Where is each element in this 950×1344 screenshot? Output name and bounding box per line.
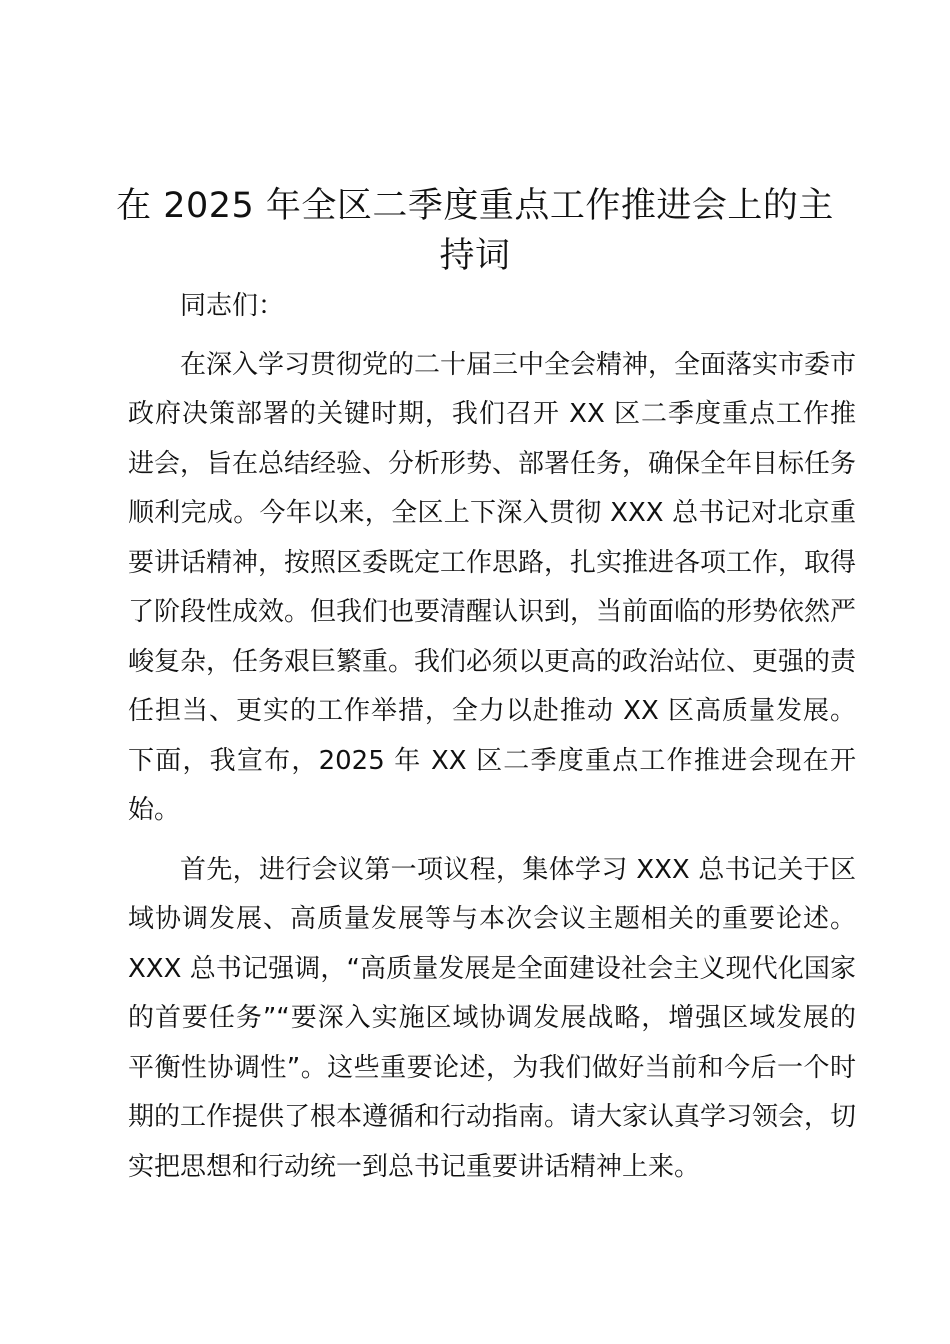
paragraph-opening: 在深入学习贯彻党的二十届三中全会精神，全面落实市委市政府决策部署的关键时期，我们召开 XX 区二季度重点工作推进会，旨在总结经验、分析形势、部署任务，确保全年目标任务顺利完成。今年以来，全区上下深入贯彻 XXX 总书记对北京重要讲话精神，按照区委既定工作思路，扎实推进各项工作，取得了阶段性成效。但我们也要清醒认识到，当前面临的形势依然严峻复杂，任务艰巨繁重。我们必须以更高的政治站位、更强的责任担当、更实的工作举措，全力以赴推动 XX 区高质量发展。下面，我宣布，2025 年 XX 区二季度重点工作推进会现在开始。: [128, 349, 857, 825]
paragraph-agenda-one: 首先，进行会议第一项议程，集体学习 XXX 总书记关于区域协调发展、高质量发展等与本次会议主题相关的重要论述。XXX 总书记强调，“高质量发展是全面建设社会主义现代化国家的首要任务”“要深入实施区域协调发展战略，增强区域发展的平衡性协调性”。这些重要论述，为我们做好当前和今后一个时期的工作提供了根本遵循和行动指南。请大家认真学习领会，切实把思想和行动统一到总书记重要讲话精神上来。: [128, 854, 857, 1182]
salutation: 同志们：: [180, 291, 285, 321]
document-title: 在 2025 年全区二季度重点工作推进会上的主持词: [116, 186, 834, 276]
document-body: [128, 282, 856, 1192]
